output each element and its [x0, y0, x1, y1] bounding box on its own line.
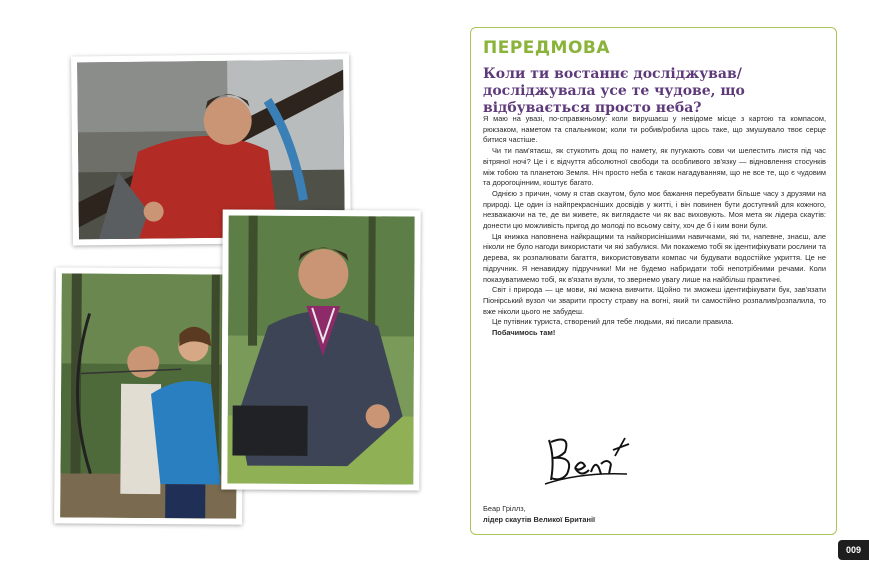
- paragraph: Світ і природа — це мови, які можна вивчити. Щойно ти зможеш ідентифікувати бук, зав'язати Піонірський вузол чи зварити просту страву на вогні, який ти самостійно розпалив/розпалила, то вже ніколи цього не забудеш.: [483, 285, 826, 316]
- paragraph: Ця книжка наповнена найкращими та найкорисінішими навичками, які ти, напевне, знаєш, але ніколи не було нагоди використати чи які забулися. Ми покажемо тобі як ідентифікувати рослини та дерева, як розпалювати багаття, використовувати компас чи будувати водостійке укриття. Це не підручник. Я ненавиджу підручники! Ми не будемо набридати тобі непотрібними речами. Коли показуватимемо тобі, як в'язати вузли, то звернемо увагу лише на найбільш практичні.: [483, 231, 826, 284]
- paragraph: Це путівник туриста, створений для тебе людьми, які писали правила.: [492, 317, 734, 327]
- photo-archery: [54, 267, 244, 524]
- paragraph: Однією з причин, чому я став скаутом, було моє бажання перебувати більше часу з друзями на природі. Це один із найпрекрасніших досвідів у житті, і він повинен бути доступний для кожного, незважаючи на те, де ви живете, як виглядаєте чи як вас виховують. Моя мета як лідера скаутів: донести цю можливість пригод до молоді по всьому світу, хоч де б і ким вони були.: [483, 188, 826, 231]
- handwritten-signature: [541, 428, 631, 488]
- paragraph: Чи ти пам'ятаєш, як стукотить дощ по намету, як пугукають сови чи шелестить листя під час вітряної ночі? Це і є відчуття абсолютної свободи та особливого зв'язку — відновлення стосунків між тобою та планетою Земля. Ніч просто неба є також нагадуванням, що не все те, що є чудовим та дорогоцінним, коштує багато.: [483, 146, 826, 188]
- page-title: ПЕРЕДМОВА: [483, 38, 611, 58]
- foreword-panel: [470, 27, 837, 535]
- paragraph: Я маю на увазі, по-справжньому: коли вирушаєш у невідоме місце з картою та компасом, рюкзаком, наметом та спальником; коли ти робив/робила щось таке, що змушувало твоє серце битися частіше.: [483, 114, 826, 145]
- closing-line: Побачимось там!: [492, 328, 556, 338]
- foreword-body: [483, 114, 826, 339]
- page-number: 009: [838, 540, 869, 560]
- signature-name: Беар Гріллз,: [483, 504, 526, 513]
- photo-scout-leader: [221, 209, 420, 490]
- signature-title: лідер скаутів Великої Британії: [483, 515, 596, 524]
- foreword-subtitle: Коли ти востаннє досліджував/досліджувала усе те чудове, що відбувається просто неба?: [483, 66, 745, 116]
